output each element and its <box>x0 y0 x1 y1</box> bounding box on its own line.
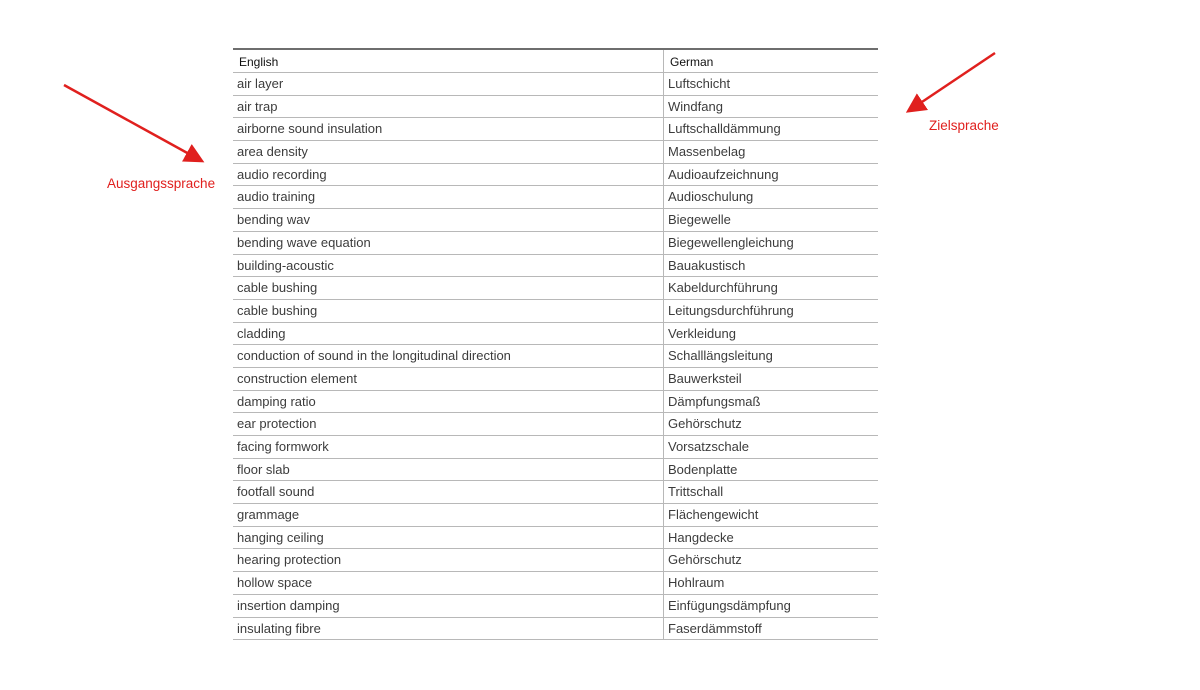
table-row[interactable] <box>233 504 878 527</box>
table-row[interactable] <box>233 595 878 618</box>
column-header-german[interactable]: German <box>670 55 714 69</box>
table-row[interactable] <box>233 345 878 368</box>
table-row[interactable] <box>233 209 878 232</box>
table-body <box>233 73 878 640</box>
table-row[interactable] <box>233 436 878 459</box>
table-row[interactable] <box>233 618 878 641</box>
terminology-table <box>233 48 878 640</box>
table-row[interactable] <box>233 186 878 209</box>
source-term-cell[interactable]: ear protection <box>233 413 664 435</box>
table-row[interactable] <box>233 368 878 391</box>
target-term-cell[interactable]: Trittschall <box>668 484 724 500</box>
target-term-cell[interactable]: Hohlraum <box>668 575 725 591</box>
table-row[interactable] <box>233 277 878 300</box>
source-term-cell[interactable]: cladding <box>233 323 664 345</box>
column-header-english[interactable]: English <box>233 50 664 72</box>
source-term-cell[interactable]: audio training <box>233 186 664 208</box>
target-term-cell[interactable]: Bauwerksteil <box>668 370 742 386</box>
target-term-cell[interactable]: Faserdämmstoff <box>668 620 762 636</box>
table-row[interactable] <box>233 255 878 278</box>
source-term-cell[interactable]: facing formwork <box>233 436 664 458</box>
target-term-cell[interactable]: Gehörschutz <box>668 552 742 568</box>
source-term-cell[interactable]: area density <box>233 141 664 163</box>
source-term-cell[interactable]: air trap <box>233 96 664 118</box>
target-term-cell[interactable]: Biegewellengleichung <box>668 234 794 250</box>
target-term-cell[interactable]: Verkleidung <box>668 325 736 341</box>
target-term-cell[interactable]: Luftschicht <box>668 76 731 91</box>
source-term-cell[interactable]: bending wav <box>233 209 664 231</box>
source-term-cell[interactable]: hollow space <box>233 572 664 594</box>
source-term-cell[interactable]: airborne sound insulation <box>233 118 664 140</box>
target-term-cell[interactable]: Luftschalldämmung <box>668 121 781 137</box>
table-row[interactable] <box>233 73 878 96</box>
source-term-cell[interactable]: bending wave equation <box>233 232 664 254</box>
table-row[interactable] <box>233 549 878 572</box>
target-term-cell[interactable]: Einfügungsdämpfung <box>668 597 791 613</box>
source-term-cell[interactable]: construction element <box>233 368 664 390</box>
source-term-cell[interactable]: insertion damping <box>233 595 664 617</box>
table-row[interactable] <box>233 141 878 164</box>
source-term-cell[interactable]: audio recording <box>233 164 664 186</box>
target-term-cell[interactable]: Flächengewicht <box>668 507 759 523</box>
target-term-cell[interactable]: Windfang <box>668 98 723 114</box>
target-language-annotation: Zielsprache <box>929 118 999 133</box>
source-term-cell[interactable]: building-acoustic <box>233 255 664 277</box>
table-row[interactable] <box>233 300 878 323</box>
source-term-cell[interactable]: cable bushing <box>233 300 664 322</box>
source-language-annotation: Ausgangssprache <box>107 176 216 191</box>
target-term-cell[interactable]: Audioaufzeichnung <box>668 166 779 182</box>
target-term-cell[interactable]: Leitungsdurchführung <box>668 302 794 318</box>
target-term-cell[interactable]: Biegewelle <box>668 212 731 228</box>
target-term-cell[interactable]: Kabeldurchführung <box>668 280 778 296</box>
table-row[interactable] <box>233 481 878 504</box>
source-term-cell[interactable]: hanging ceiling <box>233 527 664 549</box>
source-term-cell[interactable]: cable bushing <box>233 277 664 299</box>
target-term-cell[interactable]: Dämpfungsmaß <box>668 393 761 409</box>
target-language-arrow <box>910 53 995 110</box>
source-language-arrow <box>64 85 200 160</box>
target-term-cell[interactable]: Vorsatzschale <box>668 439 749 454</box>
target-term-cell[interactable]: Gehörschutz <box>668 416 742 432</box>
table-row[interactable] <box>233 232 878 255</box>
source-term-cell[interactable]: floor slab <box>233 459 664 481</box>
table-row[interactable] <box>233 527 878 550</box>
table-row[interactable] <box>233 459 878 482</box>
source-term-cell[interactable]: insulating fibre <box>233 618 664 640</box>
target-term-cell[interactable]: Hangdecke <box>668 529 734 545</box>
source-term-cell[interactable]: grammage <box>233 504 664 526</box>
target-term-cell[interactable]: Audioschulung <box>668 189 754 205</box>
table-row[interactable] <box>233 572 878 595</box>
target-term-cell[interactable]: Bauakustisch <box>668 257 746 273</box>
table-row[interactable] <box>233 96 878 119</box>
table-row[interactable] <box>233 164 878 187</box>
target-term-cell[interactable]: Massenbelag <box>668 144 746 160</box>
target-term-cell[interactable]: Schalllängsleitung <box>668 348 773 364</box>
table-row[interactable] <box>233 391 878 414</box>
table-row[interactable] <box>233 118 878 141</box>
source-term-cell[interactable]: damping ratio <box>233 391 664 413</box>
source-term-cell[interactable]: footfall sound <box>233 481 664 503</box>
table-header-row <box>233 50 878 73</box>
source-term-cell[interactable]: conduction of sound in the longitudinal direction <box>233 345 664 367</box>
target-term-cell[interactable]: Bodenplatte <box>668 461 738 477</box>
table-row[interactable] <box>233 413 878 436</box>
source-term-cell[interactable]: air layer <box>233 73 664 95</box>
source-term-cell[interactable]: hearing protection <box>233 549 664 571</box>
table-row[interactable] <box>233 323 878 346</box>
